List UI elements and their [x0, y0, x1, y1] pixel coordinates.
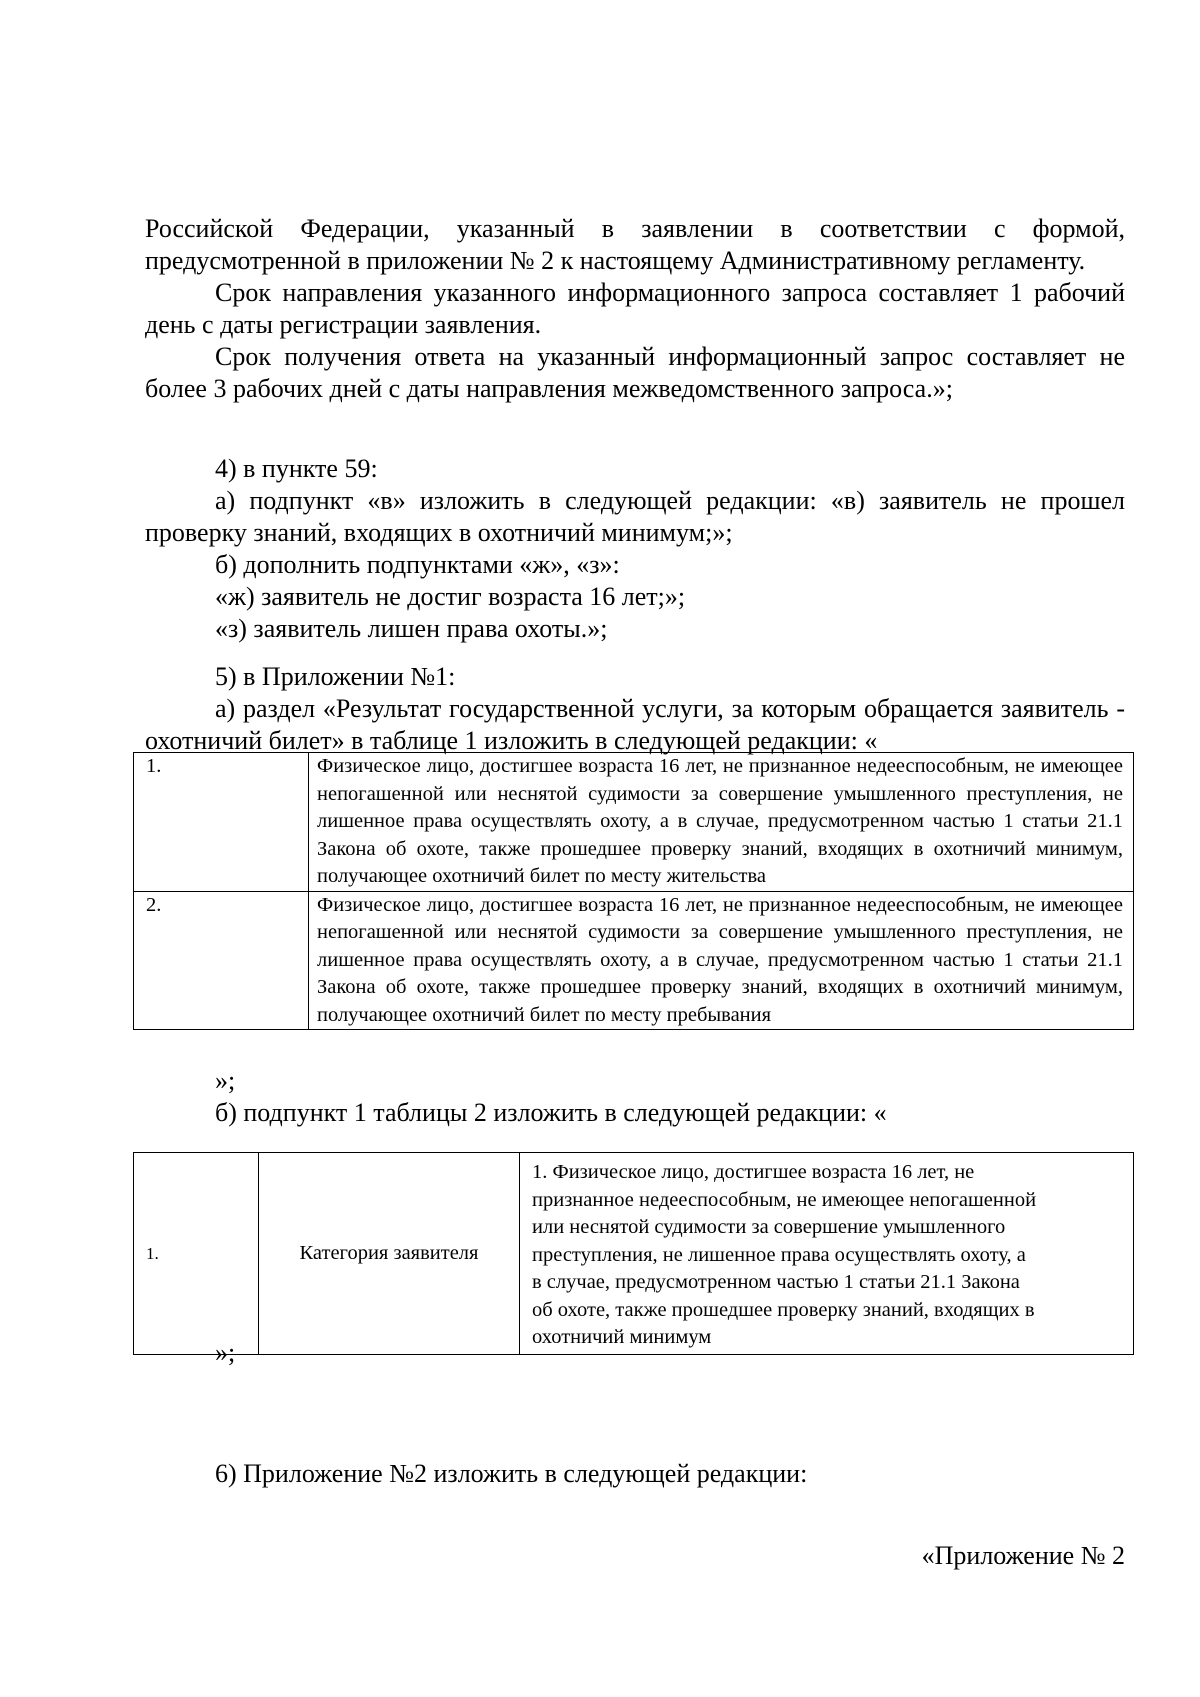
intro-paragraph-2: Срок направления указанного информационного запроса составляет 1 рабочий день с даты регистрации заявления.: [145, 278, 1125, 339]
table-2-line: или неснятой судимости за совершение умышленного: [532, 1216, 1006, 1238]
table-2-line: признанное недееспособным, не имеющее непогашенной: [532, 1188, 1037, 1211]
table-2-line: в случае, предусмотренном частью 1 статьи 21.1 Закона: [532, 1271, 1020, 1293]
table-1-row-number: 2.: [134, 891, 309, 1030]
table-1-row-text: Физическое лицо, достигшее возраста 16 лет, не признанное недееспособным, не имеющее непогашенной или неснятой судимости за совершение умышленного преступления, не лишенное права осуществлять охоту, а в случае, предусмотренном частью 1 статьи 21.1 Закона об охоте, также прошедшее проверку знаний, входящих в охотничий минимум, получающее охотничий билет по месту жительства: [309, 753, 1134, 892]
table-1-close-quote: »;: [215, 1066, 236, 1095]
item-5-heading: 5) в Приложении №1:: [215, 662, 456, 691]
table-2-closing: [145, 1337, 1125, 1369]
table-2-line: об охоте, также прошедшее проверку знаний, входящих в: [532, 1298, 1035, 1321]
table-2-line: преступления, не лишенное права осуществлять охоту, а: [532, 1243, 1026, 1266]
table-1-row-number: 1.: [134, 753, 309, 892]
item-4-sub-z: «з) заявитель лишен права охоты.»;: [215, 614, 608, 643]
table-1-row: [134, 753, 1134, 892]
table-2-close-quote: »;: [215, 1338, 236, 1367]
table-1-row: [134, 891, 1134, 1030]
table-1: [133, 752, 1134, 1030]
intro-section: [145, 213, 1125, 405]
table-2-category-cell: Категория заявителя: [259, 1153, 520, 1355]
item-4-heading: 4) в пункте 59:: [215, 454, 378, 483]
item-5-sub-b: б) подпункт 1 таблицы 2 изложить в следующей редакции: «: [215, 1098, 887, 1127]
table-2: [133, 1152, 1134, 1355]
table-2-line: охотничий минимум: [532, 1326, 712, 1348]
item-5-sub-a: а) раздел «Результат государственной услуги, за которым обращается заявитель - охотничий билет» в таблице 1 изложить в следующей редакции: «: [145, 694, 1125, 755]
item-4-sub-a: а) подпункт «в» изложить в следующей редакции: «в) заявитель не прошел проверку знаний, входящих в охотничий минимум;»;: [145, 486, 1125, 547]
table-2-line: 1. Физическое лицо, достигшее возраста 16 лет, не: [532, 1161, 975, 1183]
appendix-label: «Приложение № 2: [921, 1541, 1125, 1570]
intro-paragraph-3: Срок получения ответа на указанный информационный запрос составляет не более 3 рабочих дней с даты направления межведомственного запроса.»;: [145, 342, 1125, 403]
item-5-section: [145, 661, 1125, 757]
table-2-row-number: 1.: [134, 1153, 259, 1355]
item-4-sub-zh: «ж) заявитель не достиг возраста 16 лет;»;: [215, 582, 686, 611]
intro-paragraph-1: Российской Федерации, указанный в заявлении в соответствии с формой, предусмотренной в приложении № 2 к настоящему Административному регламенту.: [145, 214, 1125, 275]
item-6-heading: 6) Приложение №2 изложить в следующей редакции:: [215, 1459, 808, 1488]
table-1-row-text: Физическое лицо, достигшее возраста 16 лет, не признанное недееспособным, не имеющее непогашенной или неснятой судимости за совершение умышленного преступления, не лишенное права осуществлять охоту, а в случае, предусмотренном частью 1 статьи 21.1 Закона об охоте, также прошедшее проверку знаний, входящих в охотничий минимум, получающее охотничий билет по месту пребывания: [309, 891, 1134, 1030]
table-2-row: [134, 1153, 1134, 1355]
item-4-sub-b: б) дополнить подпунктами «ж», «з»:: [215, 550, 620, 579]
table-2-description-cell: [520, 1153, 1134, 1355]
table-1-closing: [145, 1065, 1125, 1129]
item-4-section: [145, 453, 1125, 645]
item-6-section: [145, 1458, 1125, 1490]
